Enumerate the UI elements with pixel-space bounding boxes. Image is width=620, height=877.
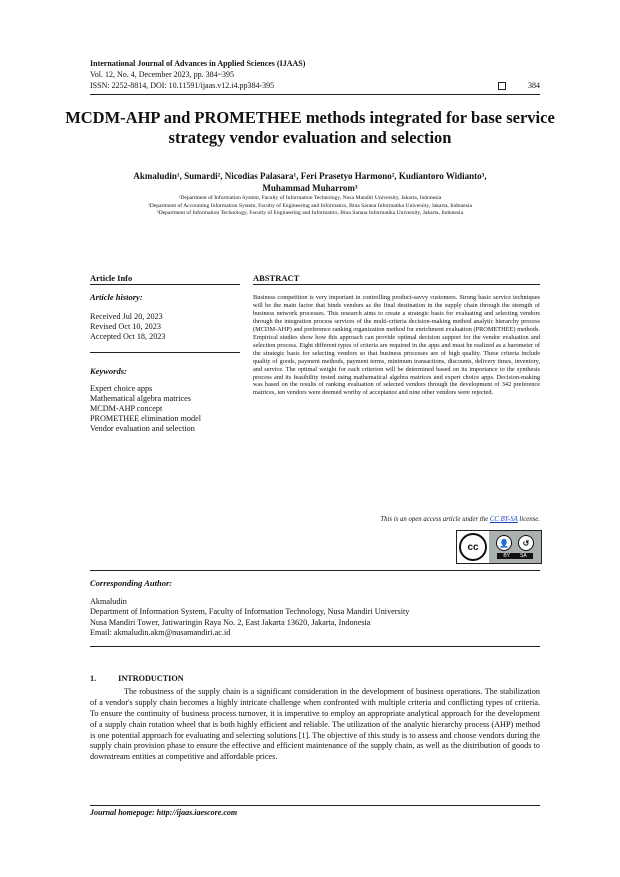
introduction-section [90, 674, 540, 763]
share-alike-icon: ↺ [518, 535, 534, 551]
license-prefix: This is an open access article under the [380, 516, 490, 523]
corresponding-bottom-rule [90, 646, 540, 647]
cc-icon: cc [459, 533, 487, 561]
affiliation-3: ³Department of Information Technology, Faculty of Engineering and Informatics, Bina Sarana Informatika University, Jakarta, Indonesia [156, 210, 464, 217]
article-info-top-rule [90, 284, 240, 285]
keywords-heading: Keywords: [90, 366, 127, 376]
issn-row [90, 80, 540, 91]
footer-rule [90, 805, 540, 806]
revised-date: Revised Oct 10, 2023 [90, 322, 161, 331]
corresponding-dept: Department of Information System, Faculty of Information Technology, Nusa Mandiri University [90, 607, 410, 617]
badge-by-label: BY [503, 553, 510, 559]
section-heading: INTRODUCTION [118, 674, 184, 683]
introduction-paragraph: The robustness of the supply chain is a significant consideration in the development of business operations. The stabilization of a vendor's supply chain becomes a highly intricate challenge when confronted with multiple criteria and conflicting types of criteria. To ensure the continuity of business process turnover, it is imperative to employ an appropriate analytical approach for the development of a supply chain rotation wheel that is both highly efficient and reliable. The utilization of the analytic hierarchy process (AHP) method is one potential approach for evaluating and selecting solutions [1]. The objective of this study is to assess and choose vendors during the supply chain provision phase to ensure the effective and efficient maintenance of the supply chain, as well as the distribution of goods to downstream entities at competitive and affordable prices. [90, 686, 540, 762]
paper-title: MCDM-AHP and PROMETHEE methods integrated for base service strategy vendor evaluation and selection [65, 108, 555, 147]
keyword: Mathematical algebra matrices [90, 394, 191, 403]
cc-by-sa-badge[interactable] [456, 530, 542, 564]
keyword: Expert choice apps [90, 384, 153, 393]
journal-volume: Vol. 12, No. 4, December 2023, pp. 384~395 [90, 70, 234, 79]
keywords-list [90, 384, 238, 434]
license-line [253, 516, 540, 523]
corresponding-heading: Corresponding Author: [90, 578, 173, 588]
received-date: Received Jul 20, 2023 [90, 312, 163, 321]
affiliation-2: ²Department of Accounting Information System, Faculty of Engineering and Informatics, Bina Sarana Informatika University, Jakarta, Indonesia [148, 202, 472, 209]
corresponding-name: Akmaludin [90, 597, 127, 606]
license-suffix: license. [517, 516, 540, 523]
header-rule [90, 94, 540, 95]
journal-name: International Journal of Advances in Applied Sciences (IJAAS) [90, 59, 306, 68]
authors-line-2: Muhammad Muharrom³ [262, 183, 358, 193]
journal-header [90, 58, 540, 91]
keyword: MCDM-AHP concept [90, 404, 163, 413]
abstract-text: Business competition is very important in controlling product-savvy customers. Strong basic service techniques will be the main factor that binds vendors as the final destination in the supply chain through the strength of business network processes. This research aims to create a strategic basis for evaluating and selecting vendors through the integration process services of the multi-criteria decision-making method analytic hierarchy process (MCDM-AHP) and preference ranking organization method for enrichment evaluation (PROMETHEE) methods. Empirical studies show how this approach can provide optimal decision support for the vendor evaluation and selection process. Eight different types of criteria are required in the apps and must be realized as a barometer of the strategic basis for selecting vendors so that business processes are of high quality. These criteria include quality of goods, payment methods, payment terms, minimum transactions, discounts, delivery times, inventory, and service. The optimal weight for each criterion will be determined based on its importance to the synthesis process and its feasibility tested using mathematical algebra matrices and expert choice apps. Decision-making was based on the results of ranking evaluation of selected vendors through the development of 342 preference matrices, ten vendors were deemed worthy of acceptance and nine other vendors were rejected. [253, 294, 540, 397]
corresponding-email: Email: akmaludin.akm@nusamandiri.ac.id [90, 628, 231, 638]
corresponding-top-rule [90, 570, 540, 571]
article-info-heading: Article Info [90, 273, 133, 283]
keyword: PROMETHEE elimination model [90, 414, 201, 423]
attribution-icon: 👤 [496, 535, 512, 551]
affiliations [85, 195, 535, 218]
journal-homepage: Journal homepage: http://ijaas.iaescore.com [90, 808, 238, 817]
keyword: Vendor evaluation and selection [90, 424, 195, 433]
page-number: 384 [528, 81, 540, 90]
journal-issn: ISSN: 2252-8814, DOI: 10.11591/ijaas.v12.i4.pp384-395 [90, 81, 275, 90]
abstract-heading: ABSTRACT [253, 273, 300, 283]
section-number: 1. [90, 674, 97, 683]
cc-by-sa-link[interactable]: CC BY-SA [489, 516, 518, 523]
square-icon [498, 82, 506, 90]
history-rule [90, 352, 240, 353]
corresponding-author [90, 578, 540, 639]
authors-line-1: Akmaludin¹, Sumardi², Nicodias Palasara¹, Feri Prasetyo Harmono², Kudiantoro Widianto³, [133, 171, 487, 181]
badge-sa-label: SA [520, 553, 527, 559]
article-history [90, 312, 240, 342]
affiliation-1: ¹Department of Information System, Faculty of Information Technology, Nusa Mandiri University, Jakarta, Indonesia [178, 195, 442, 201]
article-history-heading: Article history: [90, 292, 143, 302]
corresponding-address: Nusa Mandiri Tower, Jatiwaringin Raya No. 2, East Jakarta 13620, Jakarta, Indonesia [90, 617, 371, 627]
authors [85, 170, 535, 194]
accepted-date: Accepted Oct 18, 2023 [90, 332, 166, 341]
abstract-top-rule [253, 284, 540, 285]
